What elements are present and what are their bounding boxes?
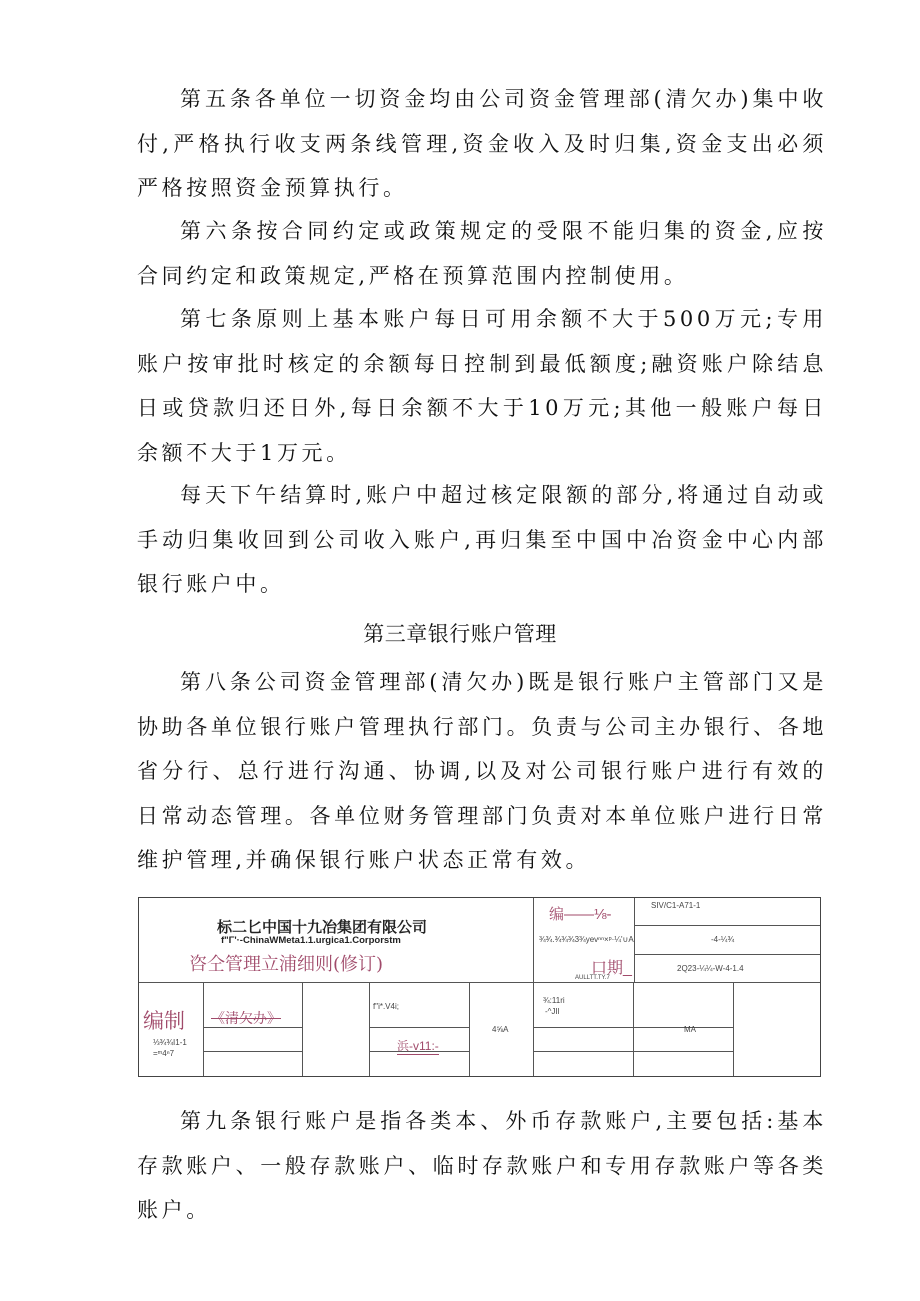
review-text-1: f"i*.V4i; [373,1002,399,1011]
article-6: 第六条按合同约定或政策规定的受限不能归集的资金,应按合同约定和政策规定,严格在预算范围内控制使用。 [137,219,827,288]
garbled-line: ¾¾.¾¾¾3¾yevⁿⁿ×ᵖ·¼'∪A [539,935,634,944]
document-title: 咨仝管理立浦细则(修订) [189,954,384,975]
company-name-en: f"Γ'·-ChinaWMeta1.1.urgica1.Corporstm [221,935,401,946]
department: 《清欠办》 [211,1010,281,1026]
date-sub: AULLTT.TY.7 [575,975,610,981]
article-7: 第七条原则上基本账户每日可用余额不大于500万元;专用账户按审批时核定的余额每日控制到最低额度;融资账户除结息日或贷款归还日外,每日余额不大于10万元;其他一般账户每日余额不大于1万元。 [137,307,827,465]
article-9: 第九条银行账户是指各类本、外币存款账户,主要包括:基本存款账户、一般存款账户、临时存款账户和专用存款账户等各类账户。 [137,1109,827,1222]
daily-settlement-paragraph: 每天下午结算时,账户中超过核定限额的部分,将通过自动或手动归集收回到公司收入账户,再归集至中国中冶资金中心内部银行账户中。 [137,483,827,596]
code-value: SIV/C1-A71-1 [651,901,701,910]
article-5: 第五条各单位一切资金均由公司资金管理部(清欠办)集中收付,严格执行收支两条线管理,资金收入及时归集,资金支出必须严格按照资金预算执行。 [137,87,827,200]
document-header-form [138,897,821,1077]
right-code: MA [684,1025,696,1034]
bianzhi-sub-2: =ᵐ4ⁿ7 [153,1049,175,1058]
code-2: 4⅝A [492,1025,509,1034]
review-text-2: 浜-v11:- [397,1039,439,1053]
approve-text-1: ¾:11ri [543,996,565,1005]
approve-text-2: -^JIl [545,1007,560,1016]
date-value: 2Q23-¼¼-W-4-1.4 [677,964,744,973]
bianzhi-sub-1: ⅓¾¾I1-1 [153,1038,187,1047]
company-name-cn: 标二匕中国十九冶集团有限公司 [217,919,428,936]
article-8: 第八条公司资金管理部(清欠办)既是银行账户主管部门又是协助各单位银行账户管理执行部门。负责与公司主办银行、各地省分行、总行进行沟通、协调,以及对公司银行账户进行有效的日常动态管理。各单位财务管理部门负责对本单位账户进行日常维护管理,并确保银行账户状态正常有效。 [137,670,827,872]
bianhao-label: 编——⅛- [549,906,612,923]
date-label: 口期_ [591,960,632,977]
version-value: -4-¼¾ [711,935,735,944]
bianzhi-label: 编制 [143,1009,185,1033]
chapter-title: 第三章银行账户管理 [363,622,557,646]
